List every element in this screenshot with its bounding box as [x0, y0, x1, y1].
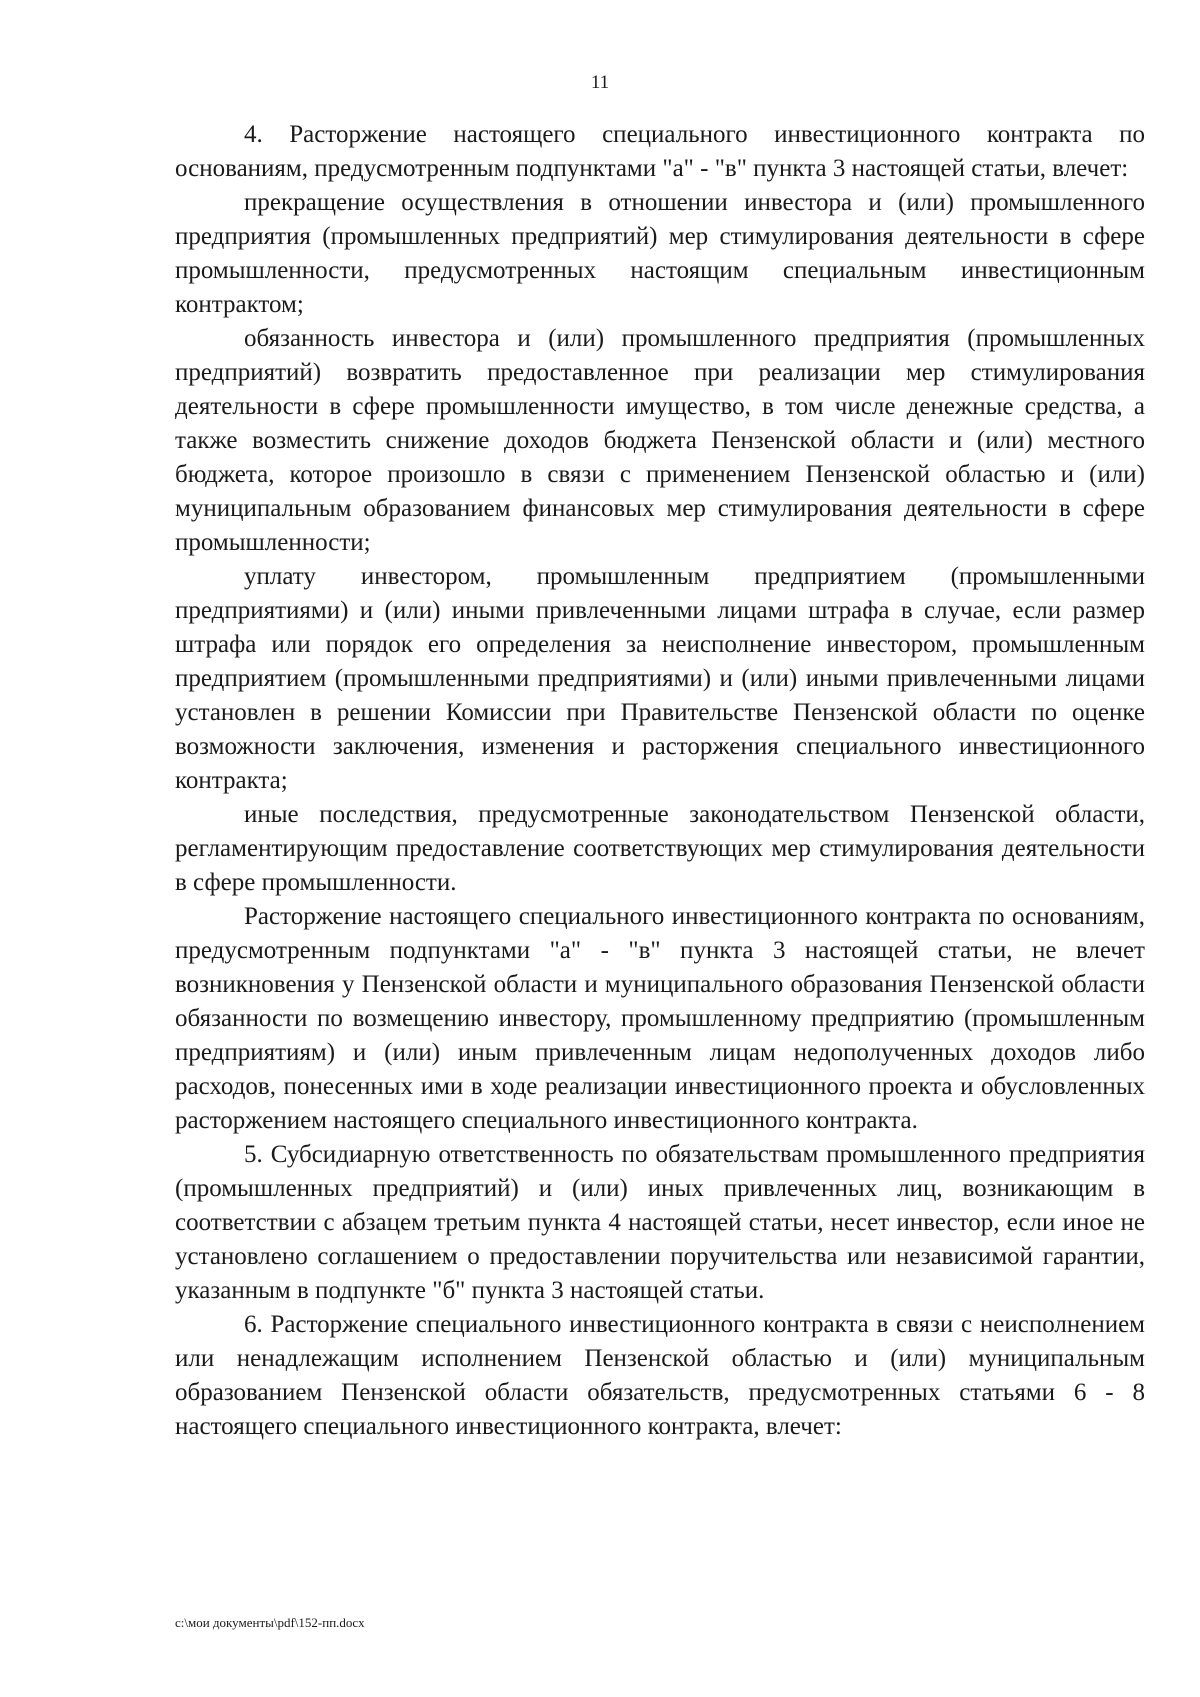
paragraph-penalty-payment: уплату инвестором, промышленным предприятием (промышленными предприятиями) и (или) иными привлеченными лицами штрафа в случае, если размер штрафа или порядок его определения за неисполнение инвестором, промышленным предприятием (промышленными предприятиями) и (или) иными привлеченными лицами установлен в решении Комиссии при Правительстве Пензенской области по оценке возможности заключения, изменения и расторжения специального инвестиционного контракта; — [175, 563, 1145, 794]
paragraph-6-termination: 6. Расторжение специального инвестиционного контракта в связи с неисполнением или ненадлежащим исполнением Пензенской областью и (или) муниципальным образованием Пензенской области обязательств, предусмотренных статьями 6 - 8 настоящего специального инвестиционного контракта, влечет: — [175, 1311, 1145, 1440]
footer-file-path: c:\мои документы\pdf\152-пп.docx — [175, 1615, 365, 1630]
paragraph-other-consequences: иные последствия, предусмотренные законодательством Пензенской области, регламентирующим предоставление соответствующих мер стимулирования деятельности в сфере промышленности. — [175, 801, 1145, 896]
paragraph-4-intro: 4. Расторжение настоящего специального инвестиционного контракта по основаниям, предусмотренным подпунктами "а" - "в" пункта 3 настоящей статьи, влечет: — [175, 121, 1145, 182]
document-body — [175, 118, 1145, 1444]
paragraph-5-subsidiary-liability: 5. Субсидиарную ответственность по обязательствам промышленного предприятия (промышленных предприятий) и (или) иных привлеченных лиц, возникающим в соответствии с абзацем третьим пункта 4 настоящей статьи, несет инвестор, если иное не установлено соглашением о предоставлении поручительства или независимой гарантии, указанным в подпункте "б" пункта 3 настоящей статьи. — [175, 1141, 1145, 1304]
paragraph-obligation-to-return: обязанность инвестора и (или) промышленного предприятия (промышленных предприятий) возвратить предоставленное при реализации мер стимулирования деятельности в сфере промышленности имущество, в том числе денежные средства, а также возместить снижение доходов бюджета Пензенской области и (или) местного бюджета, которое произошло в связи с применением Пензенской областью и (или) муниципальным образованием финансовых мер стимулирования деятельности в сфере промышленности; — [175, 325, 1145, 556]
paragraph-termination-of-measures: прекращение осуществления в отношении инвестора и (или) промышленного предприятия (промышленных предприятий) мер стимулирования деятельности в сфере промышленности, предусмотренных настоящим специальным инвестиционным контрактом; — [175, 189, 1145, 318]
paragraph-no-compensation: Расторжение настоящего специального инвестиционного контракта по основаниям, предусмотренным подпунктами "а" - "в" пункта 3 настоящей статьи, не влечет возникновения у Пензенской области и муниципального образования Пензенской области обязанности по возмещению инвестору, промышленному предприятию (промышленным предприятиям) и (или) иным привлеченным лицам недополученных доходов либо расходов, понесенных ими в ходе реализации инвестиционного проекта и обусловленных расторжением настоящего специального инвестиционного контракта. — [175, 903, 1145, 1134]
page-number: 11 — [590, 72, 610, 93]
